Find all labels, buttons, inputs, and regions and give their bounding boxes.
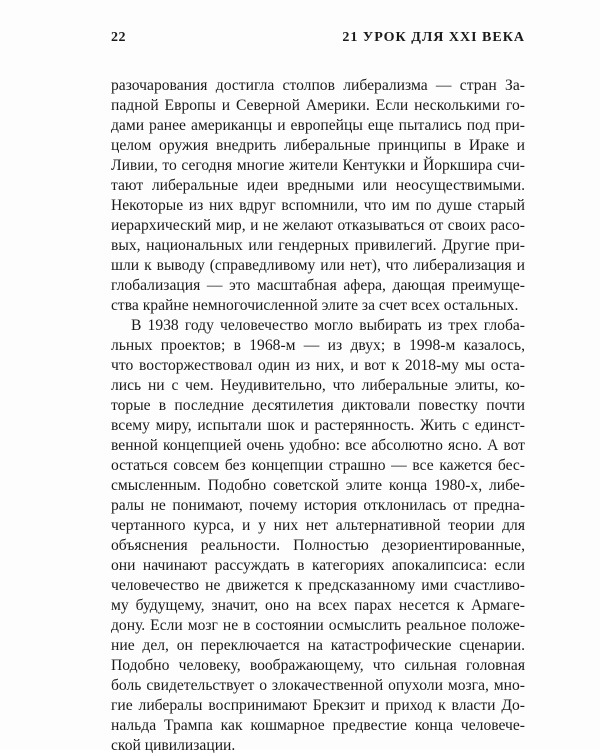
text-line: иерархический мир, и не желают отказываться от своих расо-	[111, 217, 525, 234]
text-line: В 1938 году человечество могло выбирать из трех глоба-	[131, 317, 525, 334]
text-line: смысленным. Подобно советской элите конца 1980-х, либе-	[111, 477, 525, 494]
text-line: Подобно человеку, воображающему, что сильная головная	[111, 657, 525, 674]
text-line: чертанного курса, и у них нет альтернативной теории для	[111, 517, 525, 534]
text-line: шли к выводу (справедливому или нет), что либерализация и	[111, 257, 525, 274]
text-line: что восторжествовал один из них, и вот к 2018-му мы оста-	[111, 357, 525, 374]
text-line: лись ни с чем. Неудивительно, что либеральные элиты, ко-	[111, 377, 525, 394]
text-line: они начинают рассуждать в категориях апокалипсиса: если	[111, 557, 525, 574]
text-line: нальда Трампа как кошмарное предвестие конца человече-	[111, 717, 525, 734]
running-header	[111, 30, 525, 52]
page-number: 22	[111, 30, 126, 45]
text-line: льных проектов; в 1968-м — из двух; в 1998-м казалось,	[111, 337, 525, 354]
text-line: ние дел, он переключается на катастрофические сценарии.	[111, 637, 525, 654]
text-line: объяснения реальности. Полностью дезориентированные,	[111, 537, 525, 554]
body-text	[111, 76, 525, 756]
text-line: торые в последние десятилетия диктовали повестку почти	[111, 397, 525, 414]
text-line: остаться совсем без концепции страшно — все кажется бес-	[111, 457, 525, 474]
text-line: дами ранее американцы и европейцы еще пытались под при-	[111, 117, 525, 134]
text-line: ской цивилизации.	[111, 737, 236, 754]
text-line: целом оружия внедрить либеральные принципы в Ираке и	[111, 137, 525, 154]
text-line: дону. Если мозг не в состоянии осмыслить реальное положе-	[111, 617, 525, 634]
text-line: человечество не движется к предсказанному ими счастливо-	[111, 577, 525, 594]
text-line: падной Европы и Северной Америки. Если несколькими го-	[111, 97, 525, 114]
text-line: Ливии, то сегодня многие жители Кентукки и Йоркшира счи-	[111, 157, 525, 174]
text-line: венной концепцией очень удобно: все абсолютно ясно. А вот	[111, 437, 525, 454]
text-line: боль свидетельствует о злокачественной опухоли мозга, мно-	[111, 677, 525, 694]
text-line: гие либералы воспринимают Брекзит и приход к власти До-	[111, 697, 525, 714]
text-line: тают либеральные идеи вредными или неосуществимыми.	[111, 177, 525, 194]
text-line: всему миру, испытали шок и растерянность. Жить с единст-	[111, 417, 525, 434]
text-line: вых, национальных или гендерных привилегий. Другие при-	[111, 237, 525, 254]
text-line: Некоторые из них вдруг вспомнили, что им по душе старый	[111, 197, 525, 214]
text-line: ралы не понимают, почему история отклонилась от предна-	[111, 497, 525, 514]
text-line: глобализация — это масштабная афера, дающая преимуще-	[111, 277, 525, 294]
text-line: му будущему, значит, оно на всех парах несется к Армаге-	[111, 597, 525, 614]
text-line: разочарования достигла столпов либерализма — стран За-	[111, 77, 525, 94]
book-title: 21 УРОК ДЛЯ XXI ВЕКА	[342, 30, 525, 45]
text-line: ства крайне немногочисленной элите за счет всех остальных.	[111, 297, 519, 314]
